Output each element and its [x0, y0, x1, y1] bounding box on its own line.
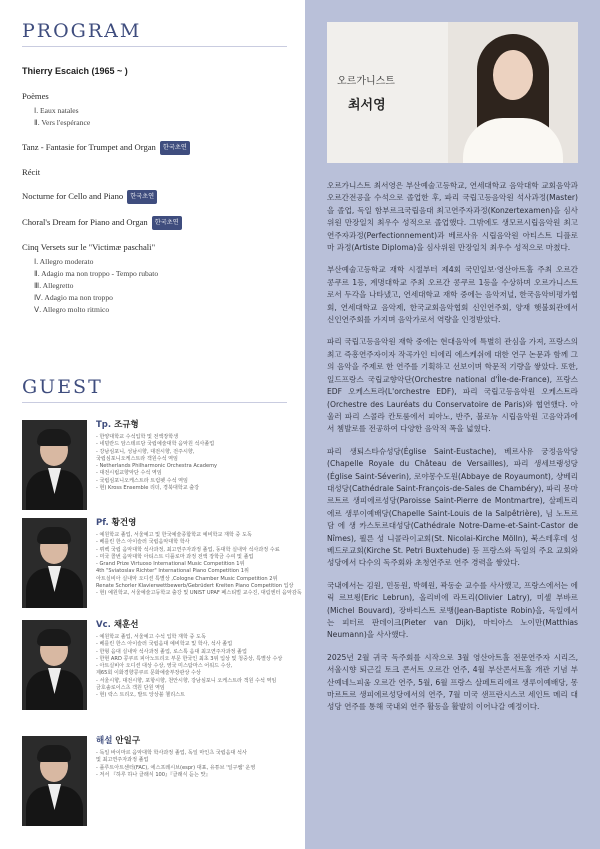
program-work — [22, 141, 302, 155]
guest-career-line: - 현) 예원학교, 서울예술고등학교 출강 및 UNIST UPAF 페스티벌 교수진, 대림엔터 음악감독 — [96, 590, 302, 597]
guest-career-line: - 예원학교 졸업, 서울예고 수석 입학 재학 중 도독 — [96, 634, 206, 640]
movement-item: Ⅰ. Eaux natales — [34, 106, 79, 115]
movement-item: Ⅲ. Allegretto — [34, 281, 74, 290]
guest-name-text: 안일구 — [115, 736, 141, 746]
work-title: Tanz - Fantasie for Trumpet and Organ — [22, 142, 156, 152]
soloist-photo — [327, 22, 578, 163]
bio-paragraph: 국내에서는 김원, 민동원, 박혜원, 곽동순 교수를 사사했고, 프랑스에서는 에릭 르브룅(Eric Lebrun), 올리비에 라트리(Olivier Latry), 미셸 부바르(Michel Bouvard), 장바티스트 로뱅(Jean-Baptiste Robin)을, 독일에서는 피터르 판데이크(Pieter van Dijk), 마티아스 노이만(Matthias Neumann)을 사사했다. — [327, 580, 578, 640]
guest-career-line: 국립심포니오케스트라 객원수석 역임 — [96, 455, 178, 462]
bio-paragraph: 오르가니스트 최서영은 부산예술고등학교, 연세대학교 음악대학 교회음악과 오르간전공을 수석으로 졸업한 후, 파리 국립고등음악원 석사과정(Master)을 졸업, 독일 함부르크국립음대 최고연주자과정(Konzertexamen)을 심사위원 만장일치 최우수 성적으로 졸업했다. 그밖에도 생모르시립음악원 최고연주자과정(Perfectionnement)과 베르사유 시립음악원 아티스트 디플로마 과정(Artiste Diploma)을 심사위원 만장일치 최우수 성적으로 마쳤다. — [327, 181, 578, 253]
guest-career-line: - 한양대학교 수석입학 및 전액장학생 — [96, 434, 179, 440]
program-work — [22, 167, 302, 178]
guest-career-line: 4th "Sviatoslav Richter" International Piano Competition 1위 — [96, 568, 249, 575]
guest-career-line: - 네덜란드 암스테르담 국립예술대학 음악원 석사졸업 — [96, 441, 215, 448]
guest-career-line: - 서울시향, 대전시향, 포항시향, 천안시향, 강남심포니 오케스트라 객원 수석 역임 — [96, 677, 277, 684]
movement-item: Ⅱ. Adagio ma non troppo - Tempo rubato — [34, 269, 159, 278]
guest-career-line: - 플루트아트센터(FAC), 에스프레시브(espr) 대표, 유튜브 '일구쌤' 운영 — [96, 764, 256, 771]
guest-career-line: - 강남심포니, 성남시향, 대전시향, 전주시향, — [96, 448, 195, 455]
work-title: Nocturne for Cello and Piano — [22, 191, 124, 201]
guest-name — [96, 618, 302, 630]
guest-career-line: - 독일 바이마르 음악대학 학사과정 졸업, 독일 마인츠 국립음대 석사 — [96, 750, 247, 756]
program-work — [22, 242, 302, 253]
guest-photo — [22, 736, 87, 826]
guest-career-line: - Grand Prize Virtuoso International Music Competition 1위 — [96, 561, 245, 568]
movement-item: Ⅳ. Adagio ma non troppo — [34, 293, 113, 302]
composer-name: Thierry Escaich (1965 ~ ) — [22, 66, 128, 76]
guest-photo — [22, 518, 87, 608]
guest-name — [96, 516, 302, 528]
movement-list — [22, 256, 302, 316]
guest-info — [96, 618, 302, 700]
guest-career-line: - 저서 『하루 하나 클래식 100』『클래식 듣는 맛』 — [96, 771, 211, 778]
soloist-bio — [327, 180, 578, 724]
program-rule — [22, 46, 287, 47]
movement-item: Ⅴ. Allegro molto ritmico — [34, 305, 110, 314]
guest-role: 해설 — [96, 736, 113, 746]
guest-career-line: - 한현 ARD 콩쿠르 피아노트리오 부문 한국인 최초 3위 입상 및 청중상, 특별상 수상 — [96, 655, 283, 662]
guest-photo — [22, 420, 87, 510]
program-work — [22, 190, 302, 204]
work-title: Cinq Versets sur le "Victimæ paschali" — [22, 242, 156, 252]
guest-career-line: 제65회 이화경향콩쿠르 문화예술부장관상 수상 — [96, 670, 201, 677]
work-title: Choral's Dream for Piano and Organ — [22, 217, 148, 227]
guest-career-line: - 대전시립교향악단 수석 역임 — [96, 470, 162, 477]
guest-name — [96, 734, 302, 746]
guest-career-line: - 미국 콜번 음악대학 아티스트 디플로마 과정 전액 장학금 수여 및 졸업 — [96, 553, 254, 560]
guest-rule — [22, 402, 287, 403]
soloist-role: 오르가니스트 — [337, 76, 395, 87]
program-work — [22, 216, 302, 230]
guest-career-line: - 예원학교 졸업, 서울예고 및 한국예술종합학교 예비학교 재학 중 도독 — [96, 532, 252, 538]
guest-info — [96, 516, 302, 598]
bio-paragraph: 파리 국립고등음악원 재학 중에는 현대음악에 특별히 관심을 가져, 프랑스의 최고 즉흥연주자이자 작곡가인 티에리 에스케쉬에 대한 연구 논문과 함께 그의 음악을 주제로 한 연주를 기획하고 선보이며 학문적 기량을 쌓았다. 또한, 일드프랑스 국립교향악단(Orchestre national d'Île-de-France), 프랑스 EDF 오케스트라(L'orchestre EDF), 파리 국립고등음악원 오케스트라(Orchestre des Lauréats du Conservatoire de Paris)와 협연했다. 아울러 파리 스콜라 칸토룸에서 피아노, 반주, 불로뉴 시립음악원 고음악과에서 쳄발로를 전공하여 다양한 음악적 폭을 넓혔다. — [327, 337, 578, 434]
soloist-name: 최서영 — [348, 98, 386, 113]
guest-career-line: - 아트실비아 오디션 대상 수상, 영국 미스탐마스 어워드 수상, — [96, 663, 233, 670]
guest-career-line: - 뤼벡 국립 음악대학 석사과정, 최고연주자과정 졸업, 동대학 실내악 석사과정 수료 — [96, 546, 280, 553]
premiere-badge: 한국초연 — [160, 141, 190, 155]
guest-career-line: 금호솔로이스츠 객원 단원 역임 — [96, 685, 165, 692]
guest-name-text: 조규형 — [114, 420, 139, 430]
work-title: Récit — [22, 167, 41, 177]
guest-info — [96, 418, 302, 492]
guest-name-text: 황건영 — [111, 518, 137, 528]
program-work — [22, 91, 302, 102]
guest-photo — [22, 620, 87, 710]
movement-item: Ⅰ. Allegro moderato — [34, 257, 94, 266]
guest-info — [96, 734, 302, 779]
program-list — [22, 66, 302, 316]
guest-role: Tp. — [96, 420, 112, 430]
movement-item: Ⅱ. Vers l'espérance — [34, 118, 91, 127]
premiere-badge: 한국초연 — [127, 190, 157, 204]
guest-career-line: - 베를린 한스 아이슬러 국립음악대학 학사 — [96, 539, 190, 546]
guest-career-line: Renate Schorler Klavierwettbewerb/Gebrüdert Kreiten Piano Competition 입상 — [96, 583, 294, 590]
guest-name — [96, 418, 302, 430]
guest-career-line: - 베를린 한스 아이슬러 국립음대 예비학교 및 학사, 석사 졸업 — [96, 641, 233, 648]
premiere-badge: 한국초연 — [152, 216, 182, 230]
guest-career-line: - 한형 음대 실내악 석사과정 졸업, 로스톡 음대 최고연주자과정 졸업 — [96, 648, 247, 655]
guest-name-text: 채훈선 — [113, 620, 139, 630]
guest-heading: GUEST — [22, 376, 103, 398]
movement-list — [22, 105, 302, 129]
bio-paragraph: 파리 생퇴스타슈성당(Église Saint-Eustache), 베르사유 궁정음악당(Chapelle Royale du Château de Versailles), 파리 생세브랭성당(Église Saint-Séverin), 로야몽수도원(Abbaye de Royaumont), 샹베리 대성당(Cathédrale Saint-François-de-Sales de Chambéry), 파리 몽마르트르 생피에르성당(Paroisse Saint-Pierre de Montmartre), 살페트리에르 생루이예배당(Chapelle Saint-Louis de la Salpêtrière), 님 노트르담 에 생 카스토르대성당(Cathédrale Notre-Dame-et-Saint-Castor de Nîmes), 뢸른 성 니콜라이교회(St. Nicolai-Kirche Mölln), 북스테후데 성 베드로교회(Kirche St. Petri Buxtehude) 등 프랑스와 독일의 주요 교회와 성당에서 다수의 독주회와 초청연주로 연주 경력을 쌓았다. — [327, 446, 578, 568]
work-title: Poèmes — [22, 91, 49, 101]
guest-career-line: - 현) 락스 트리오, 발트 앙상블 첼리스트 — [96, 692, 185, 699]
guest-career-line: 및 최고연주자과정 졸업 — [96, 757, 149, 764]
guest-career-line: - 국립심포니오케스트라 트럼펫 수석 역임 — [96, 477, 188, 484]
bio-paragraph: 2025년 2월 귀국 독주회를 시작으로 3월 영산아트홀 전문연주자 시리즈, 서울시향 퇴근길 토크 콘서트 오르간 연주, 4월 부산콘서트홀 개관 기념 부산예네느피움 오르간 연주, 5월, 6월 프랑스 살페트리에르 생루이예배당, 몽마르트르 생피에르성당에서의 연주, 7월 미국 샌프란시스코 세인트 메리 대성당 연주를 통해 국내외 연주 활동을 활발히 이어나갈 예정이다. — [327, 652, 578, 712]
guest-career-line: - Netherlands Philharmonic Orchestra Academy — [96, 463, 218, 470]
guest-career-line: 아트실비아 실내악 오디션 특별상 ,Cologne Chamber Music Competition 2위 — [96, 575, 278, 582]
guest-role: Vc. — [96, 620, 111, 630]
guest-role: Pf. — [96, 518, 109, 528]
guest-career-line: - 현) Kross Ensemble 리더, 경북대학교 출강 — [96, 485, 200, 492]
bio-paragraph: 부산예술고등학교 재학 시절부터 제4회 국민일보·영산아트홀 주최 오르간 콩쿠르 1등, 계명대학교 주최 오르간 콩쿠르 1등을 수상하며 오르가니스트로서 두각을 나타냈고, 연세대학교 재학 중에는 음악저널, 한국음악비평가협회, 연세대학교 음악제, 한국교회음악협회 신인연주회, 양재 햇불회관에서 신인연주회를 가지며 음악가로서 역량을 인정받았다. — [327, 265, 578, 325]
program-heading: PROGRAM — [22, 20, 142, 42]
